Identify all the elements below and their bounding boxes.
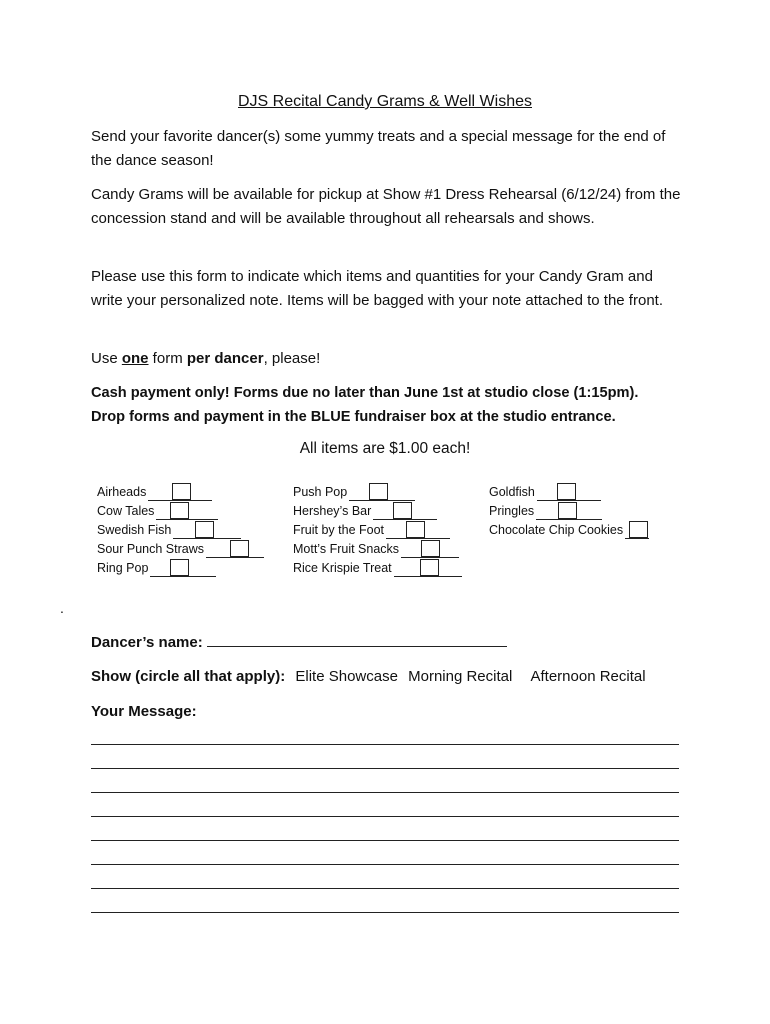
item-pringles [489, 502, 649, 521]
quantity-checkbox[interactable] [406, 521, 425, 538]
item-label: Ring Pop [97, 561, 149, 575]
item-label: Hershey’s Bar [293, 504, 372, 518]
item-label: Swedish Fish [97, 523, 172, 537]
pickup-paragraph: Candy Grams will be available for pickup at Show #1 Dress Rehearsal (6/12/24) from the concession stand and will be available throughout all rehearsals and shows. [91, 186, 681, 227]
item-fruit-by-the-foot [293, 521, 462, 540]
message-line-2[interactable] [91, 768, 679, 769]
quantity-line [206, 542, 264, 558]
quantity-line [401, 542, 459, 558]
item-label: Airheads [97, 485, 147, 499]
item-label: Push Pop [293, 485, 348, 499]
message-line-4[interactable] [91, 816, 679, 817]
quantity-line [349, 485, 415, 501]
page-title: DJS Recital Candy Grams & Well Wishes [238, 93, 532, 110]
message-line-6[interactable] [91, 864, 679, 865]
quantity-line [394, 561, 462, 577]
quantity-line [373, 504, 437, 520]
quantity-line [173, 523, 241, 539]
quantity-checkbox[interactable] [170, 559, 189, 576]
quantity-line [537, 485, 601, 501]
use-one-emphasis: one [121, 350, 149, 367]
per-dancer-emphasis: per dancer [186, 350, 264, 367]
item-label: Pringles [489, 504, 535, 518]
item-airheads [97, 483, 264, 502]
item-motts-fruit-snacks [293, 540, 462, 559]
message-label: Your Message: [91, 703, 197, 720]
item-hersheys-bar [293, 502, 462, 521]
item-label: Mott’s Fruit Snacks [293, 542, 400, 556]
show-option-elite-showcase[interactable]: Elite Showcase [295, 668, 398, 685]
show-row [91, 665, 731, 689]
quantity-line [156, 504, 218, 520]
drop-notice: Drop forms and payment in the BLUE fundraiser box at the studio entrance. [91, 409, 616, 425]
item-sour-punch-straws [97, 540, 264, 559]
item-cow-tales [97, 502, 264, 521]
quantity-checkbox[interactable] [170, 502, 189, 519]
price-note: All items are $1.00 each! [299, 440, 471, 457]
quantity-line [386, 523, 450, 539]
quantity-checkbox[interactable] [393, 502, 412, 519]
dancer-name-row [91, 631, 681, 655]
item-label: Goldfish [489, 485, 535, 499]
message-line-7[interactable] [91, 888, 679, 889]
instructions-paragraph: Please use this form to indicate which items and quantities for your Candy Gram and write your personalized note. Items will be bagged with your note attached to the front. [91, 268, 663, 309]
message-line-1[interactable] [91, 744, 679, 745]
item-rice-krispie-treat [293, 559, 462, 578]
show-label: Show (circle all that apply): [91, 668, 286, 685]
quantity-checkbox[interactable] [172, 483, 191, 500]
items-column-2 [293, 483, 462, 578]
quantity-checkbox[interactable] [629, 521, 648, 538]
quantity-line [625, 523, 649, 539]
cash-notice: Cash payment only! Forms due no later than June 1st at studio close (1:15pm). [91, 385, 639, 401]
stray-mark: . [60, 600, 64, 616]
use-one-prefix: Use [91, 350, 122, 367]
item-goldfish [489, 483, 649, 502]
use-one-suffix: , please! [263, 350, 321, 367]
items-column-1 [97, 483, 264, 578]
use-one-mid: form [148, 350, 187, 367]
item-label: Sour Punch Straws [97, 542, 204, 556]
one-form-note [91, 347, 681, 371]
dancer-name-field[interactable] [207, 632, 507, 647]
quantity-line [536, 504, 602, 520]
quantity-checkbox[interactable] [195, 521, 214, 538]
message-line-8[interactable] [91, 912, 679, 913]
dancer-name-label: Dancer’s name: [91, 634, 203, 651]
quantity-checkbox[interactable] [558, 502, 577, 519]
message-line-5[interactable] [91, 840, 679, 841]
message-line-3[interactable] [91, 792, 679, 793]
item-label: Fruit by the Foot [293, 523, 385, 537]
quantity-checkbox[interactable] [369, 483, 388, 500]
quantity-line [150, 561, 216, 577]
item-label: Rice Krispie Treat [293, 561, 392, 575]
item-ring-pop [97, 559, 264, 578]
quantity-checkbox[interactable] [421, 540, 440, 557]
items-column-3 [489, 483, 649, 540]
quantity-checkbox[interactable] [557, 483, 576, 500]
quantity-checkbox[interactable] [420, 559, 439, 576]
item-label: Chocolate Chip Cookies [489, 523, 624, 537]
show-option-afternoon-recital[interactable]: Afternoon Recital [530, 668, 646, 685]
quantity-checkbox[interactable] [230, 540, 249, 557]
intro-paragraph: Send your favorite dancer(s) some yummy treats and a special message for the end of the dance season! [91, 128, 666, 169]
show-option-morning-recital[interactable]: Morning Recital [408, 668, 513, 685]
item-label: Cow Tales [97, 504, 155, 518]
quantity-line [148, 485, 212, 501]
item-swedish-fish [97, 521, 264, 540]
item-push-pop [293, 483, 462, 502]
item-chocolate-chip-cookies [489, 521, 649, 540]
